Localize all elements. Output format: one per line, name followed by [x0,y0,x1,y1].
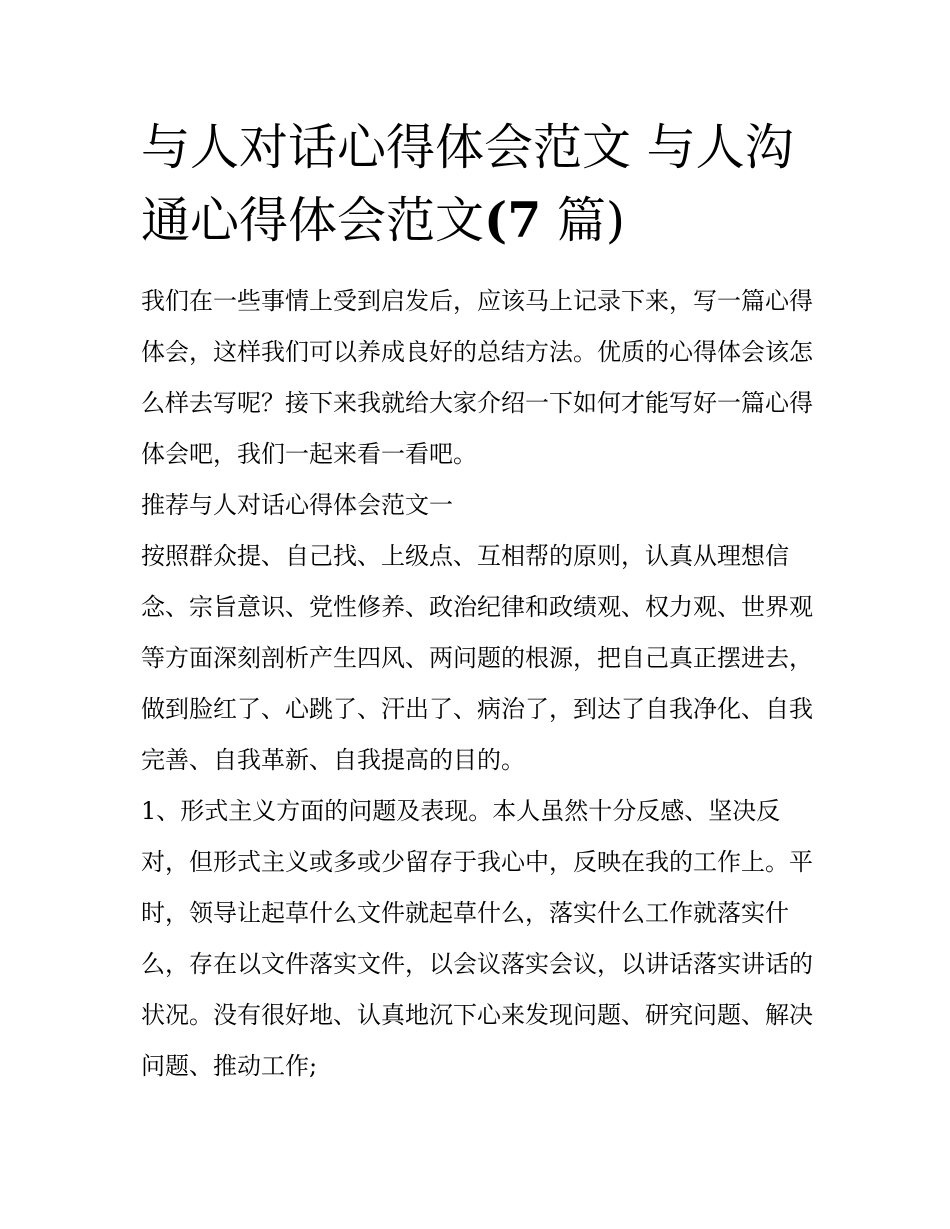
numbered-item-1: 1、形式主义方面的问题及表现。本人虽然十分反感、坚决反对，但形式主义或多或少留存于我心中，反映在我的工作上。平时，领导让起草什么文件就起草什么，落实什么工作就落实什么，存在以文件落实文件，以会议落实会议，以讲话落实讲话的状况。没有很好地、认真地沉下心来发现问题、研究问题、解决问题、推动工作; [141,797,813,1080]
document-title [141,112,821,257]
body-paragraph: 按照群众提、自己找、上级点、互相帮的原则，认真从理想信念、宗旨意识、党性修养、政治纪律和政绩观、权力观、世界观等方面深刻剖析产生四风、两问题的根源，把自己真正摆进去，做到脸红了、心跳了、汗出了、病治了，到达了自我净化、自我完善、自我革新、自我提高的目的。 [141,542,813,774]
section-heading: 推荐与人对话心得体会范文一 [141,491,453,519]
intro-paragraph: 我们在一些事情上受到启发后，应该马上记录下来，写一篇心得体会，这样我们可以养成良好的总结方法。优质的心得体会该怎么样去写呢？接下来我就给大家介绍一下如何才能写好一篇心得体会吧，我们一起来看一看吧。 [141,287,813,468]
title-suffix: 篇) [541,192,625,249]
title-count: (7 [484,191,542,249]
title-text: 与人对话心得体会范文 与人沟通心得体会范文 [141,119,794,249]
